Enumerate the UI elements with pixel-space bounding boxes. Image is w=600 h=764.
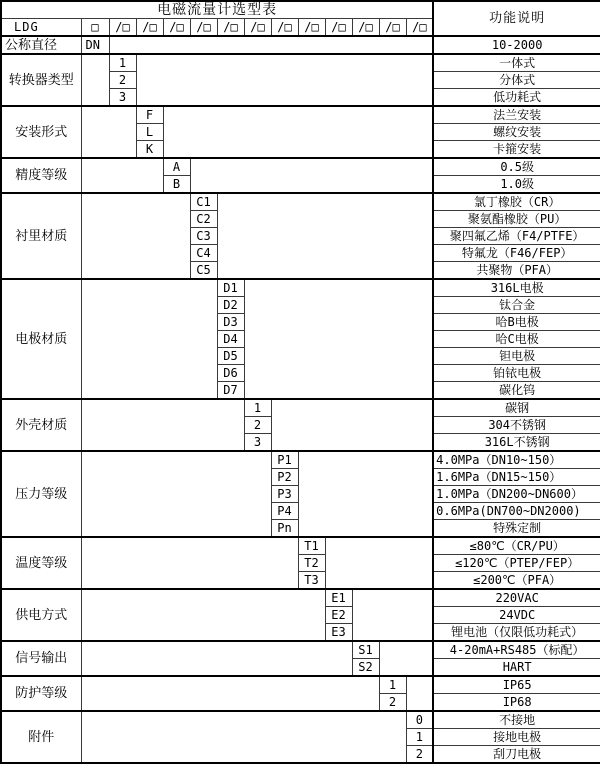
option-description: 1.6MPa（DN15~150） [433,469,600,486]
category-label: 衬里材质 [1,193,81,279]
option-code: C3 [190,228,217,245]
code-slot: /□ [136,19,163,37]
option-description: 聚氨酯橡胶（PU） [433,211,600,228]
option-code: F [136,106,163,124]
category-label: 公称直径 [1,36,81,54]
option-code: 3 [109,89,136,107]
option-code: T3 [298,572,325,590]
option-description: 316L电极 [433,279,600,297]
option-description: 1.0级 [433,176,600,194]
option-description: 钽电极 [433,348,600,365]
table-row [1,1,600,19]
option-description: 碳化钨 [433,382,600,400]
empty-cell [81,589,325,641]
empty-cell [190,158,433,193]
code-slot: /□ [352,19,379,37]
category-label: 外壳材质 [1,399,81,451]
empty-cell [81,641,352,676]
option-code: C4 [190,245,217,262]
code-slot: /□ [163,19,190,37]
empty-cell [81,106,136,158]
option-description: 4.0MPa（DN10~150） [433,451,600,469]
option-description: ≤80℃（CR/PU） [433,537,600,555]
option-description: 10-2000 [433,36,600,54]
option-code: 1 [244,399,271,417]
option-description: 聚四氟乙烯（F4/PTFE） [433,228,600,245]
category-label: 供电方式 [1,589,81,641]
option-description: 0.6MPa(DN700~DN2000) [433,503,600,520]
table-row [1,676,600,694]
table-row [1,106,600,124]
option-code: A [163,158,190,176]
option-code: S2 [352,659,379,677]
table-row [1,54,600,72]
option-description: 低功耗式 [433,89,600,107]
option-code: E1 [325,589,352,607]
option-description: 法兰安装 [433,106,600,124]
option-code: 2 [244,417,271,434]
category-label: 防护等级 [1,676,81,711]
option-description: 316L不锈钢 [433,434,600,452]
option-description: 哈C电极 [433,331,600,348]
table-row [1,193,600,211]
empty-cell [352,589,433,641]
option-code: Pn [271,520,298,538]
empty-cell [81,158,163,193]
option-code: D2 [217,297,244,314]
option-code: P3 [271,486,298,503]
option-description: 304不锈钢 [433,417,600,434]
option-description: 分体式 [433,72,600,89]
option-description: IP68 [433,694,600,712]
option-code: P4 [271,503,298,520]
empty-cell [298,451,433,537]
code-slot: /□ [244,19,271,37]
option-code: E3 [325,624,352,642]
table-row [1,399,600,417]
code-box: □ [81,19,109,37]
table-row [1,36,600,54]
table-row [1,589,600,607]
option-code: D6 [217,365,244,382]
empty-cell [81,54,109,106]
option-description: 特氟龙（F46/FEP） [433,245,600,262]
option-description: ≤200℃（PFA） [433,572,600,590]
empty-cell [81,451,271,537]
empty-cell [81,676,379,711]
option-description: 氯丁橡胶（CR） [433,193,600,211]
empty-cell [109,36,433,54]
empty-cell [81,537,298,589]
category-label: 电极材质 [1,279,81,399]
code-slot: /□ [271,19,298,37]
option-description: IP65 [433,676,600,694]
category-label: 温度等级 [1,537,81,589]
empty-cell [81,193,190,279]
option-code: P2 [271,469,298,486]
table-row [1,537,600,555]
option-code: 1 [406,729,433,746]
category-label: 信号输出 [1,641,81,676]
category-label: 安装形式 [1,106,81,158]
option-code: C1 [190,193,217,211]
category-label: 转换器类型 [1,54,81,106]
option-code: 2 [406,746,433,764]
page-title: 电磁流量计选型表 [1,1,433,19]
empty-cell [406,676,433,711]
option-code: C5 [190,262,217,280]
option-code: D1 [217,279,244,297]
table-row [1,158,600,176]
table-row [1,641,600,659]
option-code: E2 [325,607,352,624]
option-description: 卡箍安装 [433,141,600,159]
empty-cell [325,537,433,589]
option-description: 螺纹安装 [433,124,600,141]
table-row [1,279,600,297]
category-label: 附件 [1,711,81,763]
model-prefix: LDG [1,19,81,37]
option-description: HART [433,659,600,677]
option-description: 刮刀电极 [433,746,600,764]
option-code: C2 [190,211,217,228]
option-code: D5 [217,348,244,365]
empty-cell [379,641,433,676]
option-description: 4-20mA+RS485（标配） [433,641,600,659]
empty-cell [271,399,433,451]
option-description: 共聚物（PFA） [433,262,600,280]
code-slot: /□ [325,19,352,37]
option-description: 接地电极 [433,729,600,746]
option-description: 哈B电极 [433,314,600,331]
empty-cell [81,399,244,451]
option-description: ≤120℃（PTEP/FEP） [433,555,600,572]
option-description: 锂电池（仅限低功耗式） [433,624,600,642]
option-code: T2 [298,555,325,572]
empty-cell [81,279,217,399]
code-slot: /□ [379,19,406,37]
option-description: 220VAC [433,589,600,607]
empty-cell [81,711,406,763]
table-row [1,451,600,469]
option-code: D3 [217,314,244,331]
category-label: 精度等级 [1,158,81,193]
option-code: 3 [244,434,271,452]
option-code: 1 [109,54,136,72]
option-description: 0.5级 [433,158,600,176]
option-code: DN [81,36,109,54]
option-code: S1 [352,641,379,659]
option-description: 不接地 [433,711,600,729]
option-code: 2 [109,72,136,89]
option-description: 钛合金 [433,297,600,314]
code-slot: /□ [217,19,244,37]
option-code: K [136,141,163,159]
option-description: 碳钢 [433,399,600,417]
option-description: 1.0MPa（DN200~DN600） [433,486,600,503]
option-description: 24VDC [433,607,600,624]
empty-cell [136,54,433,106]
option-code: 0 [406,711,433,729]
option-code: D4 [217,331,244,348]
option-description: 一体式 [433,54,600,72]
option-code: B [163,176,190,194]
empty-cell [217,193,433,279]
function-column-header: 功能说明 [433,1,600,36]
option-description: 铂铱电极 [433,365,600,382]
empty-cell [163,106,433,158]
empty-cell [244,279,433,399]
option-code: T1 [298,537,325,555]
option-description: 特殊定制 [433,520,600,538]
category-label: 压力等级 [1,451,81,537]
option-code: 1 [379,676,406,694]
option-code: 2 [379,694,406,712]
option-code: D7 [217,382,244,400]
code-slot: /□ [298,19,325,37]
code-slot: /□ [190,19,217,37]
code-slot: /□ [406,19,433,37]
code-slot: /□ [109,19,136,37]
option-code: P1 [271,451,298,469]
table-row [1,711,600,729]
option-code: L [136,124,163,141]
